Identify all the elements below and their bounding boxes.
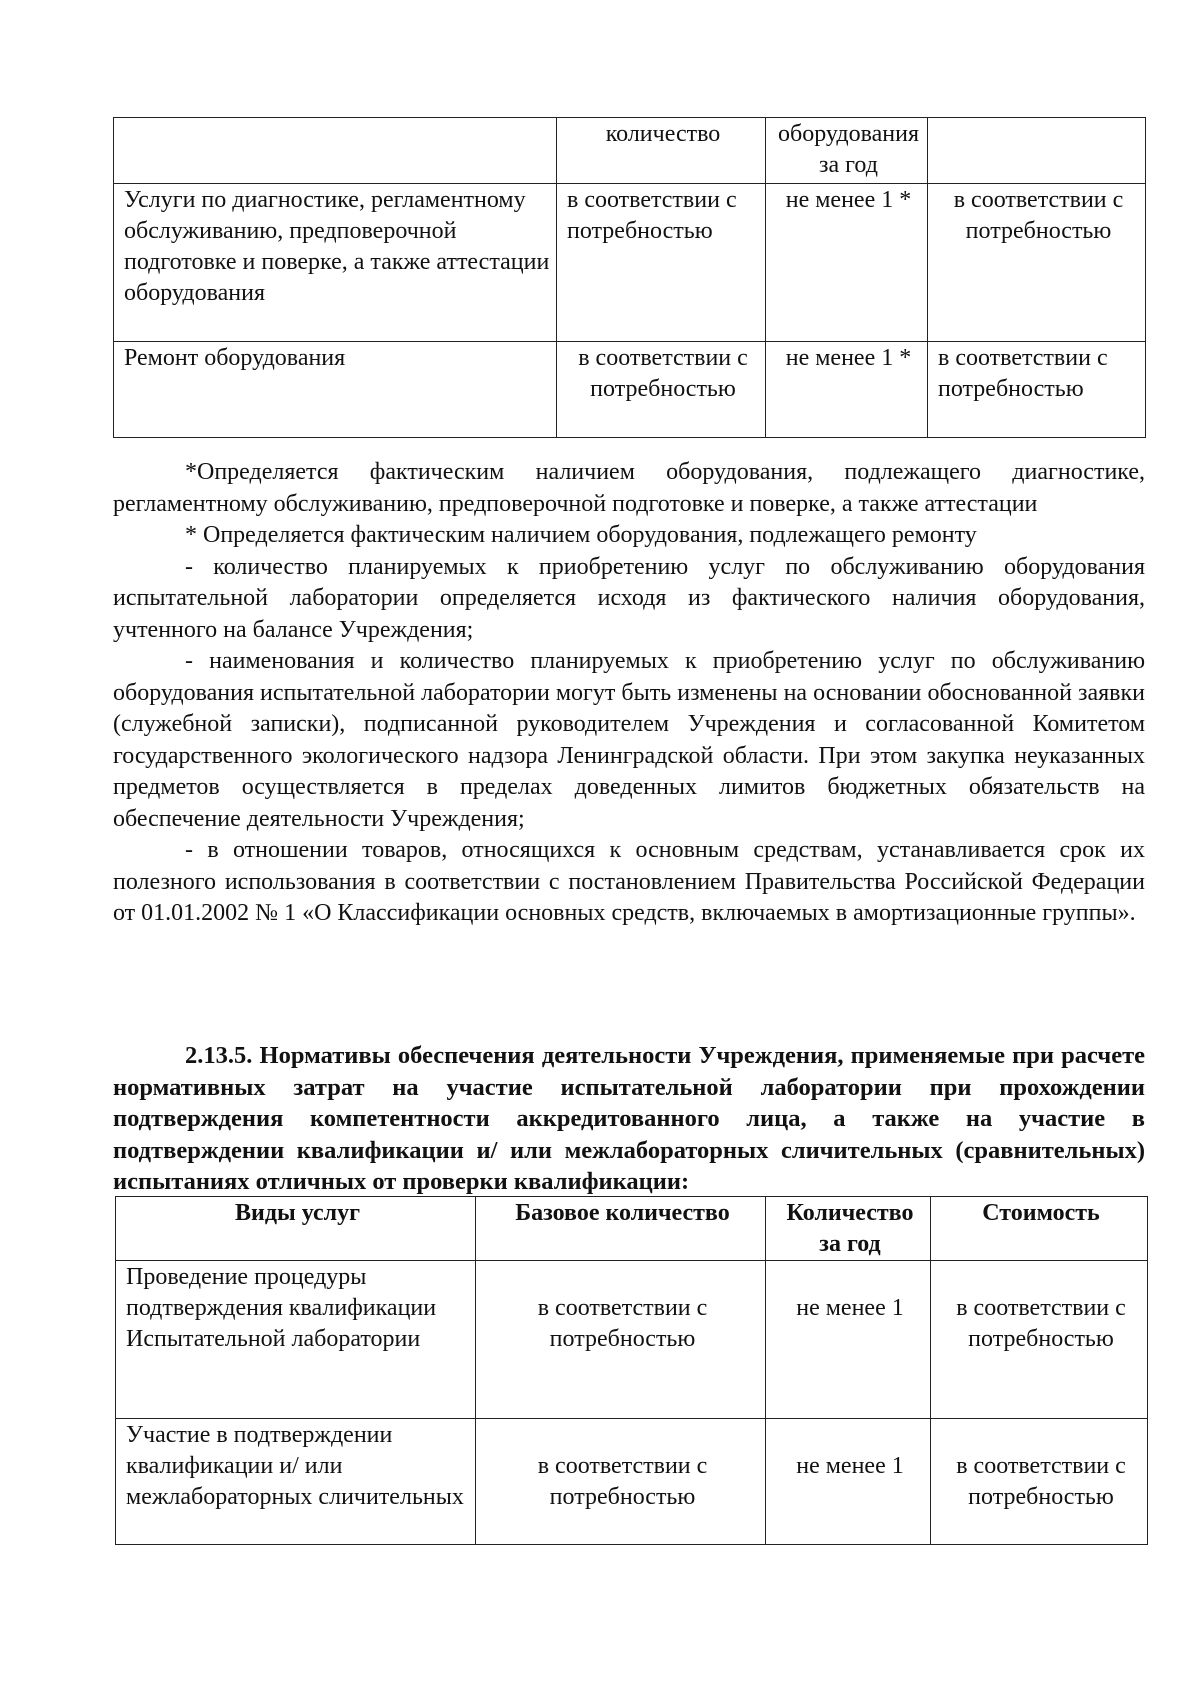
table-row (116, 1261, 1148, 1419)
table-header-cell: Виды услуг (116, 1197, 476, 1261)
body-paragraph: - количество планируемых к приобретению услуг по обслуживанию оборудования испытательной лаборатории определяется исходя из фактического наличия оборудования, учтенного на балансе Учреждения; (113, 553, 1145, 643)
table-header-cell: количество (557, 118, 766, 184)
table-header-cell (114, 118, 557, 184)
service-cell: Участие в подтверждении квалификации и/ или межлабораторных сличительных (116, 1419, 476, 1545)
body-paragraph: - в отношении товаров, относящихся к основным средствам, устанавливается срок их полезного использования в соответствии с постановлением Правительства Российской Федерации от 01.01.2002 № 1 «О Классификации основных средств, включаемых в амортизационные группы». (113, 837, 1145, 926)
base-quantity-cell: в соответствии с потребностью (476, 1261, 766, 1419)
table-header-row (114, 118, 1146, 184)
table-row (114, 184, 1146, 342)
body-paragraph: - наименования и количество планируемых к приобретению услуг по обслуживанию оборудования испытательной лаборатории могут быть изменены на основании обоснованной заявки (служебной записки), подписанной руководителем Учреждения и согласованной Комитетом государственного экологического надзора Ленинградской области. При этом закупка неуказанных предметов осуществляется в пределах доведенных лимитов бюджетных обязательств на обеспечение деятельности Учреждения; (113, 648, 1145, 832)
base-quantity-cell: в соответствии с потребностью (557, 342, 766, 438)
section-heading: 2.13.5. Нормативы обеспечения деятельности Учреждения, применяемые при расчете нормативных затрат на участие испытательной лаборатории при прохождении подтверждения компетентности аккредитованного лица, а также на участие в подтверждении квалификации и/ или межлабораторных сличительных (сравнительных) испытаниях отличных от проверки квалификации: (113, 1042, 1145, 1195)
table-header-cell: Количество за год (766, 1197, 931, 1261)
annual-quantity-cell: не менее 1 * (766, 184, 928, 342)
equipment-services-table (113, 117, 1146, 438)
notes-block (113, 457, 1145, 930)
cost-cell: в соответствии с потребностью (928, 184, 1146, 342)
base-quantity-cell: в соответствии с потребностью (557, 184, 766, 342)
table-header-row (116, 1197, 1148, 1261)
service-cell: Проведение процедуры подтверждения квалификации Испытательной лаборатории (116, 1261, 476, 1419)
cost-cell: в соответствии с потребностью (928, 342, 1146, 438)
table-header-cell: Базовое количество (476, 1197, 766, 1261)
table-header-cell: оборудования за год (766, 118, 928, 184)
annual-quantity-cell: не менее 1 * (766, 342, 928, 438)
annual-quantity-cell: не менее 1 (766, 1419, 931, 1545)
table-row (114, 342, 1146, 438)
cost-cell: в соответствии с потребностью (931, 1261, 1148, 1419)
table-row (116, 1419, 1148, 1545)
service-cell: Услуги по диагностике, регламентному обслуживанию, предповерочной подготовке и поверке, а также аттестации оборудования (114, 184, 557, 342)
base-quantity-cell: в соответствии с потребностью (476, 1419, 766, 1545)
table-header-cell (928, 118, 1146, 184)
service-cell: Ремонт оборудования (114, 342, 557, 438)
qualification-services-table (115, 1196, 1148, 1545)
annual-quantity-cell: не менее 1 (766, 1261, 931, 1419)
footnote-paragraph: * Определяется фактическим наличием оборудования, подлежащего ремонту (185, 522, 977, 548)
table-header-cell: Стоимость (931, 1197, 1148, 1261)
footnote-paragraph: *Определяется фактическим наличием оборудования, подлежащего диагностике, регламентному обслуживанию, предповерочной подготовке и поверке, а также аттестации (113, 459, 1145, 517)
cost-cell: в соответствии с потребностью (931, 1419, 1148, 1545)
